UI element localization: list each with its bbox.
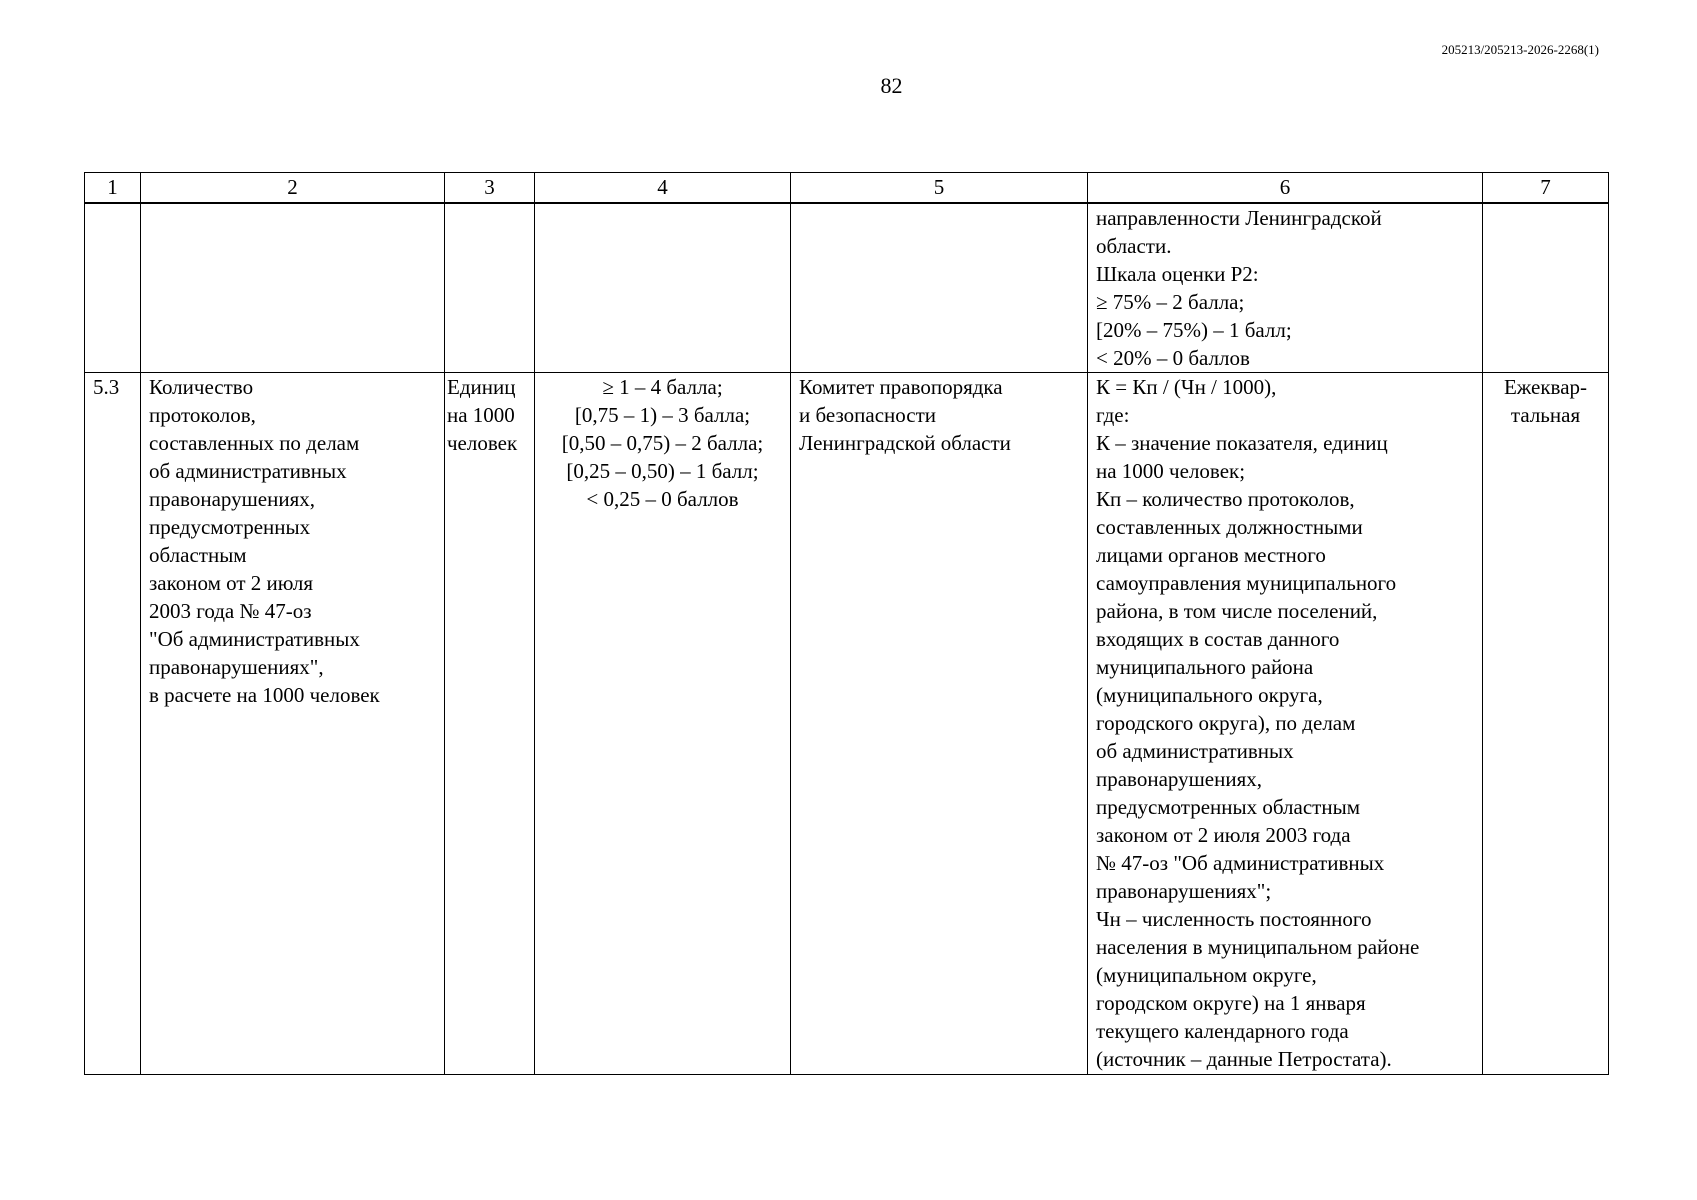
page-number: 82 — [880, 73, 903, 98]
indicator-table — [84, 172, 1609, 1075]
cell-number: 5.3 — [85, 373, 141, 1075]
column-number-4: 4 — [535, 173, 791, 203]
cell-unit — [445, 203, 535, 373]
cell-responsible: Комитет правопорядка и безопасности Ленинградской области — [791, 373, 1088, 1075]
table-header-row — [85, 173, 1609, 203]
table-row — [85, 373, 1609, 1075]
cell-indicator: Количество протоколов, составленных по делам об административных правонарушениях, предусмотренных областным законом от 2 июля 2003 года № 47-оз "Об административных правонарушениях", в расчете на 1000 человек — [141, 373, 445, 1075]
column-number-7: 7 — [1483, 173, 1609, 203]
cell-frequency — [1483, 203, 1609, 373]
cell-method: К = Кп / (Чн / 1000), где: К – значение показателя, единиц на 1000 человек; Кп – количество протоколов, составленных должностными лицами органов местного самоуправления муниципального района, в том числе поселений, входящих в состав данного муниципального района (муниципального округа, городского округа), по делам об административных правонарушениях, предусмотренных областным законом от 2 июля 2003 года № 47-оз "Об административных правонарушениях"; Чн – численность постоянного населения в муниципальном районе (муниципальном округе, городском округе) на 1 января текущего календарного года (источник – данные Петростата). — [1088, 373, 1483, 1075]
column-number-3: 3 — [445, 173, 535, 203]
column-number-5: 5 — [791, 173, 1088, 203]
column-number-6: 6 — [1088, 173, 1483, 203]
document-id: 205213/205213-2026-2268(1) — [1441, 42, 1599, 57]
cell-scale: ≥ 1 – 4 балла; [0,75 – 1) – 3 балла; [0,50 – 0,75) – 2 балла; [0,25 – 0,50) – 1 балл; < 0,25 – 0 баллов — [535, 373, 791, 1075]
table-row — [85, 203, 1609, 373]
cell-indicator — [141, 203, 445, 373]
cell-unit: Единиц на 1000 человек — [445, 373, 535, 1075]
cell-frequency: Ежеквар- тальная — [1483, 373, 1609, 1075]
column-number-1: 1 — [85, 173, 141, 203]
cell-method: направленности Ленинградской области. Шкала оценки Р2: ≥ 75% – 2 балла; [20% – 75%) – 1 балл; < 20% – 0 баллов — [1088, 203, 1483, 373]
cell-scale — [535, 203, 791, 373]
column-number-2: 2 — [141, 173, 445, 203]
cell-number — [85, 203, 141, 373]
cell-responsible — [791, 203, 1088, 373]
